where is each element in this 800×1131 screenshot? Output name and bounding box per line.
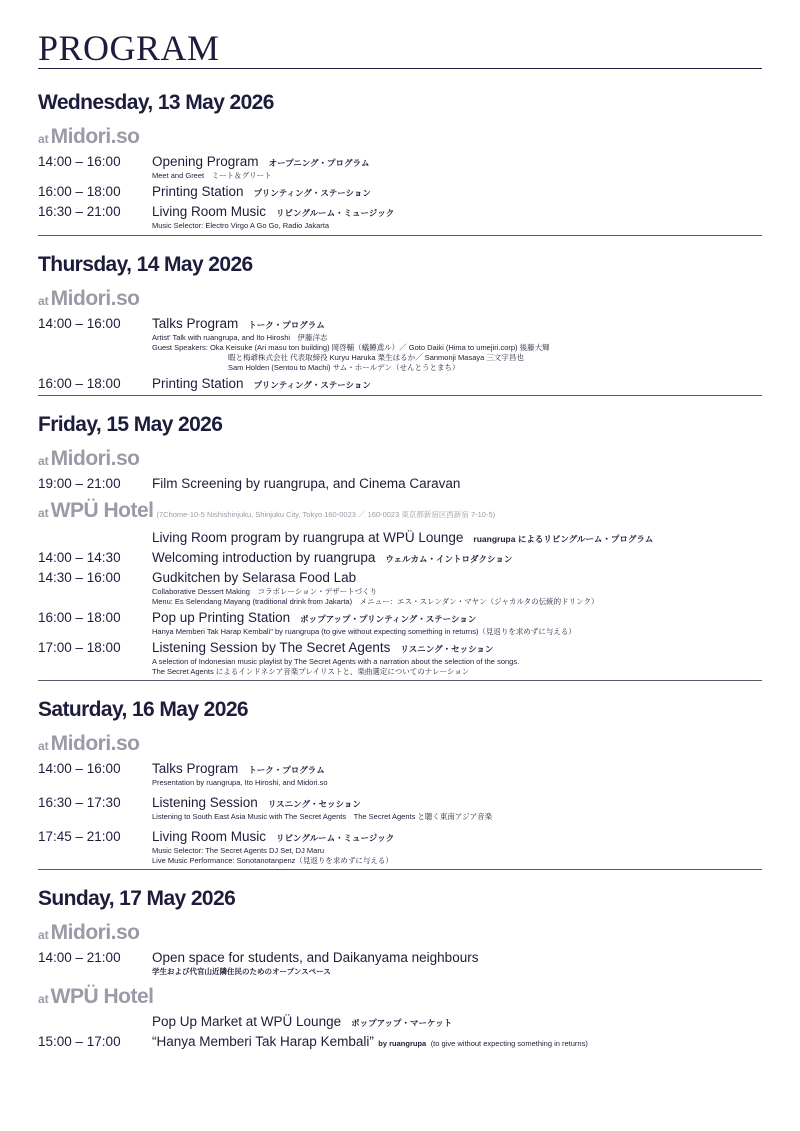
event-name: Opening Program (152, 154, 259, 169)
event-row (38, 183, 762, 201)
event-note: Listening to South East Asia Music with The Secret Agents The Secret Agents と聴く東南アジア音楽 (152, 812, 493, 821)
event-name-jp: ウェルカム・イントロダクション (385, 554, 513, 564)
event-name-jp: トーク・プログラム (248, 320, 325, 330)
program-page (38, 28, 762, 1051)
event-note: Guest Speakers: Oka Keisuke (Ari masu ton building) 岡啓輔（蟻鱒鳶ル）／ Goto Daiki (Hima to umejiri.corp) 後藤大輝 (152, 343, 550, 352)
venue-at: at (38, 132, 49, 146)
event-note: Menu: Es Selendang Mayang (traditional drink from Jakarta) メニュー：エス・スレンダン・マヤン（ジャカルタの伝統的ドリンク） (152, 597, 599, 606)
title-divider (38, 68, 762, 69)
venue-at: at (38, 294, 49, 308)
event-note: Collaborative Dessert Making コラボレーション・デザートづくり (152, 587, 378, 596)
venue-at: at (38, 506, 49, 520)
event-time: 17:00 – 18:00 (38, 640, 121, 655)
venue-name: Midori.so (50, 921, 140, 944)
event-time: 14:00 – 16:00 (38, 316, 121, 331)
event-body (152, 569, 762, 607)
event-name: Pop Up Market at WPÜ Lounge (152, 1014, 342, 1029)
event-time: 14:30 – 16:00 (38, 570, 121, 585)
event-name-jp: リビングルーム・ミュージック (276, 833, 395, 843)
event-name-row (152, 609, 762, 627)
event-name-jp: ruangrupa によるリビングルーム・プログラム (473, 534, 654, 544)
event-name-row (152, 203, 762, 221)
event-name-row (152, 183, 762, 201)
event-name: Talks Program (152, 316, 239, 331)
venue-at: at (38, 928, 49, 942)
event-body (152, 203, 762, 231)
venue-at: at (38, 454, 49, 468)
event-note: Presentation by ruangrupa, Ito Hiroshi, and Midori.so (152, 778, 328, 787)
event-note: Hanya Memberi Tak Harap Kembali" by ruangrupa (to give without expecting something in returns)（見返りを求めずに与える） (152, 627, 576, 636)
venue-heading (38, 921, 762, 947)
event-time: 16:30 – 17:30 (38, 795, 121, 810)
event-name: Film Screening by ruangrupa, and Cinema Caravan (152, 476, 461, 491)
event-name-row (152, 1013, 762, 1031)
event-name-jp: リスニング・セッション (400, 644, 494, 654)
event-name-jp: プリンティング・ステーション (253, 188, 371, 198)
event-note: Music Selector: Electro Virgo A Go Go, Radio Jakarta (152, 221, 330, 230)
event-time: 16:00 – 18:00 (38, 376, 121, 391)
event-name-row (152, 760, 762, 778)
event-time: 14:00 – 16:00 (38, 154, 121, 169)
event-note: Meet and Greet ミート＆グリート (152, 171, 272, 180)
event-name: Living Room Music (152, 829, 267, 844)
event-row (38, 1013, 762, 1031)
event-time: 14:00 – 16:00 (38, 761, 121, 776)
event-row (38, 828, 762, 866)
event-name: Listening Session (152, 795, 258, 810)
venue-address: (7Chome-10-5 Nishishinjuku, Shinjuku City, Tokyo 160-0023 ／ 160-0023 東京都新宿区西新宿 7-10-5) (156, 510, 496, 519)
event-row (38, 549, 762, 567)
venue-heading (38, 985, 762, 1011)
event-note: (to give without expecting something in returns) (430, 1039, 588, 1048)
event-row (38, 203, 762, 231)
venue-name: Midori.so (50, 287, 140, 310)
event-name-jp: トーク・プログラム (248, 765, 325, 775)
event-name-row (152, 794, 762, 812)
event-row (38, 315, 762, 373)
event-note: 学生および代官山近隣住民のためのオープンスペース (152, 967, 331, 976)
venue-heading (38, 732, 762, 758)
event-row (38, 569, 762, 607)
event-time: 17:45 – 21:00 (38, 829, 121, 844)
event-time: 15:00 – 17:00 (38, 1034, 121, 1049)
venue-at: at (38, 992, 49, 1006)
event-note: Sam Holden (Sentou to Machi) サム・ホールデン（せんとうとまち） (228, 363, 460, 372)
day-title: Wednesday, 13 May 2026 (38, 91, 274, 114)
event-note: 暇と梅爺株式会社 代表取締役 Kuryu Haruka 栗生はるか／ Sanmonji Masaya 三文字昌也 (228, 353, 524, 362)
event-body (152, 1013, 762, 1031)
day-divider (38, 680, 762, 681)
event-name-jp: プリンティング・ステーション (253, 380, 371, 390)
event-row (38, 529, 762, 547)
event-name-jp: オープニング・プログラム (268, 158, 370, 168)
event-body (152, 609, 762, 637)
event-note: The Secret Agents によるインドネシア音楽プレイリストと、楽曲選定についてのナレーション (152, 667, 470, 676)
event-row (38, 153, 762, 181)
day-divider (38, 235, 762, 236)
event-name: Listening Session by The Secret Agents (152, 640, 391, 655)
day-title: Thursday, 14 May 2026 (38, 253, 253, 276)
venue-name: Midori.so (50, 732, 140, 755)
event-time: 16:00 – 18:00 (38, 184, 121, 199)
venue-name: Midori.so (50, 447, 140, 470)
event-row (38, 1033, 762, 1051)
day-title: Saturday, 16 May 2026 (38, 698, 248, 721)
event-row (38, 609, 762, 637)
venue-name: Midori.so (50, 125, 140, 148)
day-saturday (38, 696, 762, 866)
event-body (152, 639, 762, 677)
event-name-row (152, 549, 762, 567)
venue-name: WPÜ Hotel (50, 985, 154, 1008)
event-body (152, 183, 762, 201)
event-name-jp: ポップアップ・マーケット (351, 1018, 453, 1028)
venue-name: WPÜ Hotel (50, 499, 154, 522)
event-body (152, 315, 762, 373)
event-time: 16:30 – 21:00 (38, 204, 121, 219)
venue-heading (38, 447, 762, 473)
event-name-row (152, 639, 762, 657)
event-name-jp: リスニング・セッション (267, 799, 361, 809)
event-row (38, 794, 762, 822)
day-friday (38, 411, 762, 677)
event-name: Pop up Printing Station (152, 610, 291, 625)
day-title: Sunday, 17 May 2026 (38, 887, 236, 910)
event-time: 19:00 – 21:00 (38, 476, 121, 491)
event-note: A selection of Indonesian music playlist by The Secret Agents with a narration about the selection of the songs. (152, 657, 520, 666)
event-name-row (152, 529, 762, 547)
event-name: Printing Station (152, 184, 244, 199)
venue-heading (38, 287, 762, 313)
day-divider (38, 869, 762, 870)
event-row (38, 639, 762, 677)
event-row (38, 375, 762, 393)
event-name-row (152, 375, 762, 393)
event-body (152, 375, 762, 393)
venue-heading (38, 499, 762, 527)
event-body (152, 549, 762, 567)
event-body (152, 153, 762, 181)
event-body (152, 828, 762, 866)
event-row (38, 475, 762, 493)
day-sunday (38, 885, 762, 1051)
event-name: Welcoming introduction by ruangrupa (152, 550, 376, 565)
event-name-row (152, 828, 762, 846)
event-name-jp: リビングルーム・ミュージック (276, 208, 395, 218)
venue-at: at (38, 739, 49, 753)
day-thursday (38, 251, 762, 393)
event-row (38, 949, 762, 977)
event-note: Music Selector: The Secret Agents DJ Set, DJ Maru (152, 846, 325, 855)
event-by: by ruangrupa (378, 1039, 427, 1048)
event-time: 14:00 – 14:30 (38, 550, 121, 565)
day-wednesday (38, 89, 762, 231)
event-name: “Hanya Memberi Tak Harap Kembali” (152, 1034, 374, 1049)
event-time: 16:00 – 18:00 (38, 610, 121, 625)
event-name: Living Room Music (152, 204, 267, 219)
event-note: Artist' Talk with ruangrupa, and Ito Hiroshi 伊藤洋志 (152, 333, 328, 342)
event-name-jp: ポップアップ・プリンティング・ステーション (300, 614, 477, 624)
event-row (38, 760, 762, 788)
event-name-row (152, 153, 762, 171)
venue-heading (38, 125, 762, 151)
event-note: Live Music Performance: Sonotanotanpenz（見返りを求めずに与える） (152, 856, 393, 865)
event-body (152, 1033, 762, 1051)
day-title: Friday, 15 May 2026 (38, 413, 223, 436)
event-time: 14:00 – 21:00 (38, 950, 121, 965)
event-body (152, 529, 762, 547)
event-body (152, 475, 762, 493)
page-title: PROGRAM (38, 28, 220, 68)
event-name-row (152, 315, 762, 333)
event-body (152, 794, 762, 822)
day-divider (38, 395, 762, 396)
event-body (152, 949, 762, 977)
event-name: Printing Station (152, 376, 244, 391)
event-name: Talks Program (152, 761, 239, 776)
event-body (152, 760, 762, 788)
event-name: Gudkitchen by Selarasa Food Lab (152, 570, 357, 585)
event-name: Living Room program by ruangrupa at WPÜ Lounge (152, 530, 464, 545)
event-name: Open space for students, and Daikanyama neighbours (152, 950, 479, 965)
